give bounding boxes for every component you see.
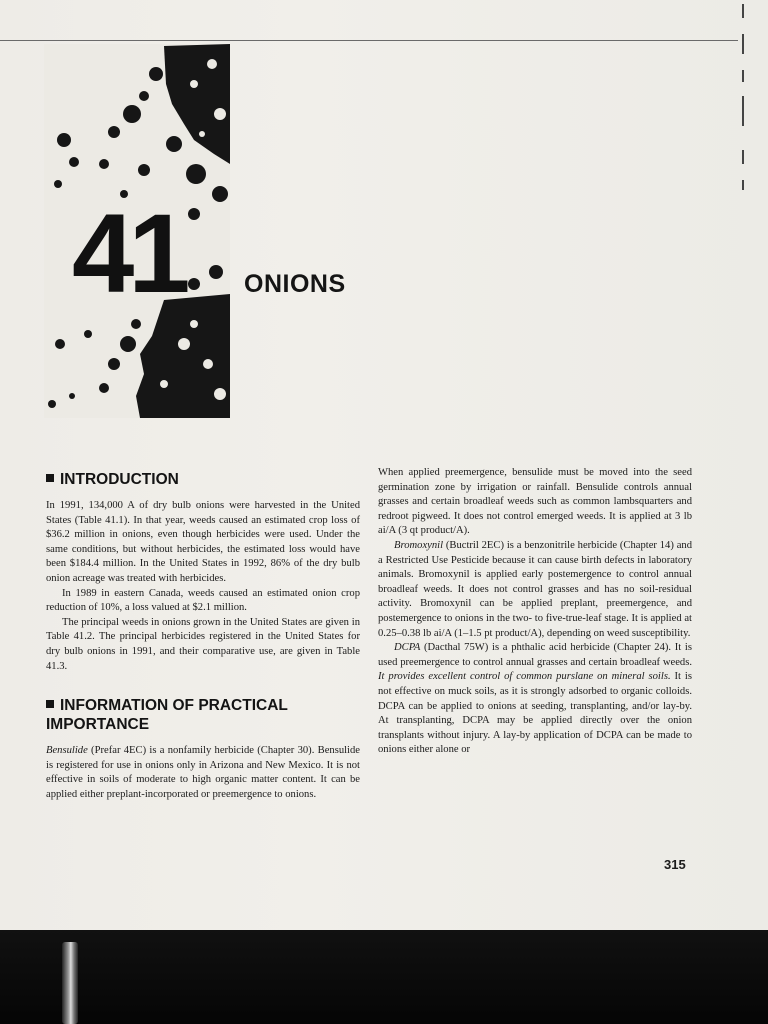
chapter-title: ONIONS bbox=[244, 270, 346, 298]
intro-paragraph-3: The principal weeds in onions grown in the United States are given in Table 41.2. The principal herbicides registered in the United States for dry bulb onions in 1991, and their comparative use, are given in Table 41.3. bbox=[46, 616, 360, 672]
top-rule bbox=[0, 40, 738, 41]
right-column bbox=[378, 466, 692, 758]
bensulide-paragraph bbox=[46, 744, 360, 802]
chapter-opener-image bbox=[44, 44, 230, 418]
bromoxynil-term: Bromoxynil bbox=[394, 539, 444, 551]
binder-clip bbox=[62, 942, 78, 1024]
dcpa-text-1: (Dacthal 75W) is a phthalic acid herbicide (Chapter 24). It is used preemergence to control annual grasses and certain broadleaf weeds. bbox=[378, 642, 692, 668]
bromoxynil-paragraph bbox=[378, 539, 692, 641]
scan-dark-band bbox=[0, 930, 768, 1024]
bromoxynil-text: (Buctril 2EC) is a benzonitrile herbicide (Chapter 14) and a Restricted Use Pesticide because it can cause birth defects in laboratory animals. Bromoxynil is applied early postemergence to control annual broadleaf weeds. It does not control grasses and has no soil-residual activity. Bromoxynil can be applied preplant, preemergence, and postemergence to onions in the two- to five-true-leaf stage. It is applied at 0.25–0.38 lb ai/A (1–1.5 pt product/A), depending on weed susceptibility. bbox=[378, 539, 692, 639]
bensulide-text: (Prefar 4EC) is a nonfamily herbicide (Chapter 30). Bensulide is registered for use in onions only in Arizona and New Mexico. It is not effective in soils of moderate to high organic matter content. It can be applied either preplant-incorporated or preemergence to onions. bbox=[46, 745, 360, 800]
page-number: 315 bbox=[664, 857, 686, 872]
dcpa-italic-text: It provides excellent control of common purslane on mineral soils. bbox=[378, 671, 671, 683]
introduction-heading: INTRODUCTION bbox=[46, 470, 360, 489]
bensulide-term: Bensulide bbox=[46, 745, 88, 757]
intro-paragraph-2: In 1989 in eastern Canada, weeds caused an estimated onion crop reduction of 10%, a loss valued at $2.1 million. bbox=[46, 587, 360, 614]
left-column bbox=[46, 470, 360, 803]
intro-paragraph-1: In 1991, 134,000 A of dry bulb onions were harvested in the United States (Table 41.1). In that year, weeds caused an estimated crop loss of $36.2 million in onions, even though herbicides were used. Under the same conditions, but without herbicides, the estimated loss would have been $184.4 million. In the United States in 1992, 86% of the dry bulb onion acreage was treated with herbicides. bbox=[46, 500, 360, 584]
dcpa-paragraph bbox=[378, 641, 692, 758]
bensulide-continued: When applied preemergence, bensulide must be moved into the seed germination zone by irrigation or rainfall. Bensulide controls annual grasses and certain broadleaf weeds such as common lambsquarters and redroot pigweed. It does not control emerged weeds. It is applied at 3 lb ai/A (3 qt product/A). bbox=[378, 467, 692, 537]
chapter-number: 41 bbox=[72, 191, 185, 316]
page-edge-marks bbox=[742, 0, 748, 200]
dcpa-text-2: It is not effective on muck soils, as it is strongly adsorbed to organic colloids. DCPA can be applied to onions at seeding, transplanting, and/or lay-by. At transplanting, DCPA may be applied directly over the onion transplants without injury. A lay-by application of DCPA can be made to onions either alone or bbox=[378, 671, 692, 756]
dcpa-term: DCPA bbox=[394, 642, 421, 654]
practical-heading: INFORMATION OF PRACTICAL IMPORTANCE bbox=[46, 696, 360, 734]
